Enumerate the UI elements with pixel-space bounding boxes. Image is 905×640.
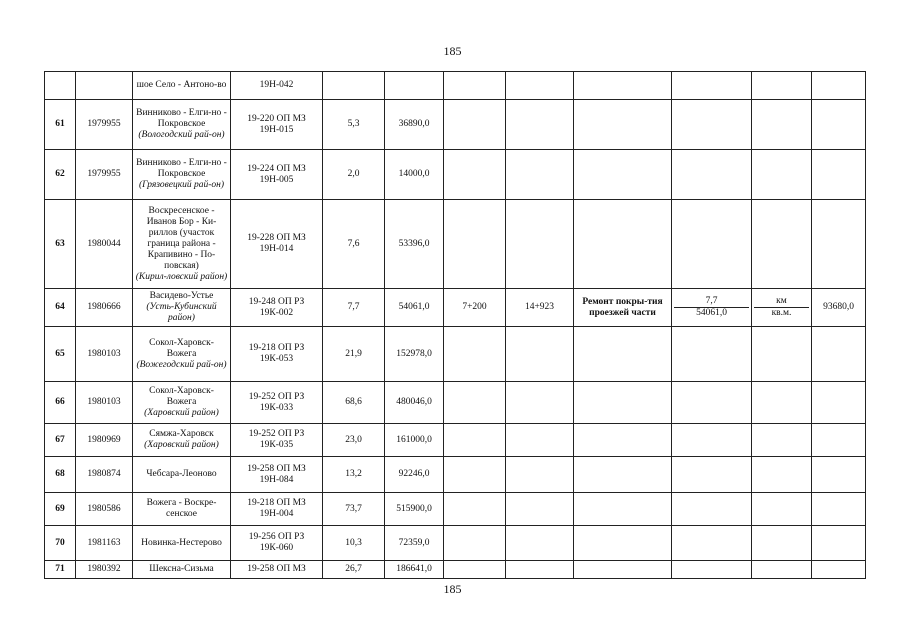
work-type-cell [574, 526, 672, 561]
district-name: (Харовский район) [144, 408, 219, 418]
road-name-cell [133, 457, 231, 493]
end-km-cell [506, 200, 574, 289]
quantity-area: 54061,0 [674, 307, 749, 319]
road-name-cell [133, 200, 231, 289]
start-km-cell [444, 327, 506, 382]
end-km-cell [506, 457, 574, 493]
length-km-cell: 73,7 [323, 493, 385, 526]
unit-cell [752, 327, 812, 382]
length-km-cell: 10,3 [323, 526, 385, 561]
road-id-cell: 19-258 ОП МЗ 19Н-084 [231, 457, 323, 493]
start-km-cell [444, 493, 506, 526]
end-km-cell [506, 493, 574, 526]
length-km-cell: 23,0 [323, 424, 385, 457]
end-km-cell [506, 561, 574, 579]
unit-cell [752, 100, 812, 150]
district-name: (Харовский район) [144, 440, 219, 450]
row-number-cell: 62 [45, 150, 76, 200]
table-row [45, 150, 866, 200]
district-name: (Кирил-ловский район) [135, 271, 228, 282]
cost-cell [812, 424, 866, 457]
cost-cell [812, 561, 866, 579]
table-row [45, 100, 866, 150]
road-name: шое Село - Антоно-во [136, 80, 227, 90]
quantity-cell [672, 457, 752, 493]
area-cell: 54061,0 [385, 289, 444, 327]
start-km-cell [444, 150, 506, 200]
work-type-cell [574, 72, 672, 100]
length-km-cell: 2,0 [323, 150, 385, 200]
start-km-cell [444, 100, 506, 150]
start-km-cell [444, 457, 506, 493]
road-code-cell: 1979955 [76, 100, 133, 150]
road-name: Шексна-Сизьма [149, 564, 214, 574]
road-name: Сокол-Харовск-Вожега [149, 337, 214, 359]
length-km-cell: 13,2 [323, 457, 385, 493]
work-type-cell [574, 150, 672, 200]
unit-cell [752, 424, 812, 457]
road-name: Сямжа-Харовск [149, 429, 214, 439]
road-register-table [44, 71, 866, 579]
road-code-cell: 1980103 [76, 382, 133, 424]
cost-cell [812, 493, 866, 526]
road-id-cell: 19-220 ОП МЗ 19Н-015 [231, 100, 323, 150]
work-type-cell [574, 327, 672, 382]
quantity-cell [672, 289, 752, 327]
start-km-cell [444, 526, 506, 561]
row-number-cell: 71 [45, 561, 76, 579]
quantity-cell [672, 493, 752, 526]
area-cell [385, 72, 444, 100]
start-km-cell [444, 382, 506, 424]
quantity-cell [672, 72, 752, 100]
quantity-cell [672, 200, 752, 289]
length-km-cell: 7,6 [323, 200, 385, 289]
road-name: Вожега - Воскре-сенское [146, 498, 217, 519]
start-km-cell [444, 200, 506, 289]
area-cell: 92246,0 [385, 457, 444, 493]
row-number-cell: 65 [45, 327, 76, 382]
end-km-cell [506, 327, 574, 382]
road-code-cell: 1980044 [76, 200, 133, 289]
area-cell: 53396,0 [385, 200, 444, 289]
length-km-cell: 7,7 [323, 289, 385, 327]
area-cell: 72359,0 [385, 526, 444, 561]
road-id-cell: 19-218 ОП РЗ 19К-053 [231, 327, 323, 382]
road-id-cell: 19-258 ОП МЗ [231, 561, 323, 579]
work-type-cell [574, 200, 672, 289]
district-name: (Вожегодский рай-он) [136, 359, 227, 370]
unit-cell [752, 72, 812, 100]
area-cell: 186641,0 [385, 561, 444, 579]
quantity-cell [672, 100, 752, 150]
table-row [45, 424, 866, 457]
quantity-cell [672, 327, 752, 382]
unit-cell [752, 457, 812, 493]
cost-cell: 93680,0 [812, 289, 866, 327]
road-name-cell [133, 493, 231, 526]
quantity-cell [672, 382, 752, 424]
row-number-cell: 67 [45, 424, 76, 457]
work-type-cell [574, 457, 672, 493]
cost-cell [812, 150, 866, 200]
road-id-cell: 19-218 ОП МЗ 19Н-004 [231, 493, 323, 526]
row-number-cell: 69 [45, 493, 76, 526]
start-km-cell [444, 561, 506, 579]
road-name: Винниково - Елги-но - Покровское [136, 158, 227, 179]
road-code-cell: 1979955 [76, 150, 133, 200]
district-name: (Грязовецкий рай-он) [138, 180, 225, 190]
road-code-cell: 1980586 [76, 493, 133, 526]
length-km-cell: 68,6 [323, 382, 385, 424]
road-code-cell: 1980969 [76, 424, 133, 457]
page-number-top: 185 [443, 44, 462, 58]
road-name-cell [133, 150, 231, 200]
quantity-cell [672, 150, 752, 200]
area-cell: 36890,0 [385, 100, 444, 150]
row-number-cell: 61 [45, 100, 76, 150]
table-row [45, 493, 866, 526]
road-name-cell [133, 289, 231, 327]
district-name: (Вологодский рай-он) [138, 130, 225, 140]
work-type-cell [574, 100, 672, 150]
row-number-cell [45, 72, 76, 100]
page-number-bottom: 185 [443, 582, 462, 596]
end-km-cell [506, 424, 574, 457]
length-km-cell: 26,7 [323, 561, 385, 579]
row-number-cell: 64 [45, 289, 76, 327]
road-code-cell: 1980666 [76, 289, 133, 327]
end-km-cell [506, 289, 574, 327]
road-name: Чебсара-Леоново [146, 469, 217, 479]
district-name: (Усть-Кубинский район) [146, 302, 217, 323]
cell-text: 7+200 [462, 302, 487, 312]
unit-area: кв.м. [754, 307, 809, 319]
road-name: Васидево-Устье [149, 291, 214, 301]
road-code-cell: 1981163 [76, 526, 133, 561]
cost-cell [812, 72, 866, 100]
area-cell: 152978,0 [385, 327, 444, 382]
road-name-cell [133, 526, 231, 561]
unit-cell [752, 150, 812, 200]
cell-text: Ремонт покры-тия проезжей части [582, 296, 663, 318]
length-km-cell [323, 72, 385, 100]
cost-cell [812, 100, 866, 150]
table-row [45, 72, 866, 100]
table-row [45, 382, 866, 424]
row-number-cell: 70 [45, 526, 76, 561]
start-km-cell [444, 72, 506, 100]
quantity-cell [672, 561, 752, 579]
table-row [45, 526, 866, 561]
area-cell: 515900,0 [385, 493, 444, 526]
road-name-cell [133, 327, 231, 382]
road-id-cell: 19-248 ОП РЗ 19К-002 [231, 289, 323, 327]
area-cell: 480046,0 [385, 382, 444, 424]
road-name-cell [133, 382, 231, 424]
length-km-cell: 21,9 [323, 327, 385, 382]
road-code-cell: 1980103 [76, 327, 133, 382]
end-km-cell [506, 150, 574, 200]
end-km-cell [506, 72, 574, 100]
road-code-cell: 1980874 [76, 457, 133, 493]
road-id-cell: 19-252 ОП РЗ 19К-035 [231, 424, 323, 457]
cost-cell [812, 327, 866, 382]
cost-cell [812, 526, 866, 561]
work-type-cell [574, 424, 672, 457]
table-row [45, 327, 866, 382]
work-type-cell [574, 382, 672, 424]
unit-cell [752, 200, 812, 289]
unit-cell [752, 493, 812, 526]
unit-cell [752, 561, 812, 579]
end-km-cell [506, 100, 574, 150]
length-km-cell: 5,3 [323, 100, 385, 150]
row-number-cell: 63 [45, 200, 76, 289]
row-number-cell: 68 [45, 457, 76, 493]
road-name: Винниково - Елги-но - Покровское [136, 108, 227, 129]
table-row [45, 561, 866, 579]
work-type-cell [574, 493, 672, 526]
unit-cell [752, 289, 812, 327]
road-id-cell: 19-224 ОП МЗ 19Н-005 [231, 150, 323, 200]
unit-km: км [776, 296, 787, 306]
road-id-cell: 19-256 ОП РЗ 19К-060 [231, 526, 323, 561]
road-id-cell: 19Н-042 [231, 72, 323, 100]
road-name: Новинка-Нестерово [141, 537, 222, 548]
area-cell: 161000,0 [385, 424, 444, 457]
work-type-cell [574, 289, 672, 327]
table-row [45, 200, 866, 289]
quantity-km: 7,7 [705, 296, 718, 306]
table-row [45, 457, 866, 493]
end-km-cell [506, 382, 574, 424]
road-code-cell: 1980392 [76, 561, 133, 579]
cell-text: 14+923 [524, 302, 555, 312]
row-number-cell: 66 [45, 382, 76, 424]
start-km-cell [444, 424, 506, 457]
table-row [45, 289, 866, 327]
start-km-cell [444, 289, 506, 327]
road-name-cell [133, 424, 231, 457]
road-name: Сокол-Харовск-Вожега [149, 386, 214, 407]
road-name-cell [133, 561, 231, 579]
road-code-cell [76, 72, 133, 100]
area-cell: 14000,0 [385, 150, 444, 200]
work-type-cell [574, 561, 672, 579]
road-name-cell [133, 72, 231, 100]
cost-cell [812, 200, 866, 289]
unit-cell [752, 382, 812, 424]
cost-cell [812, 457, 866, 493]
quantity-cell [672, 526, 752, 561]
road-id-cell: 19-252 ОП РЗ 19К-033 [231, 382, 323, 424]
road-id-cell: 19-228 ОП МЗ 19Н-014 [231, 200, 323, 289]
end-km-cell [506, 526, 574, 561]
road-name: Воскресенское - Иванов Бор - Ки-риллов (участок граница района - Крапивино - По-повская) [146, 205, 217, 271]
unit-cell [752, 526, 812, 561]
cost-cell [812, 382, 866, 424]
road-name-cell [133, 100, 231, 150]
quantity-cell [672, 424, 752, 457]
